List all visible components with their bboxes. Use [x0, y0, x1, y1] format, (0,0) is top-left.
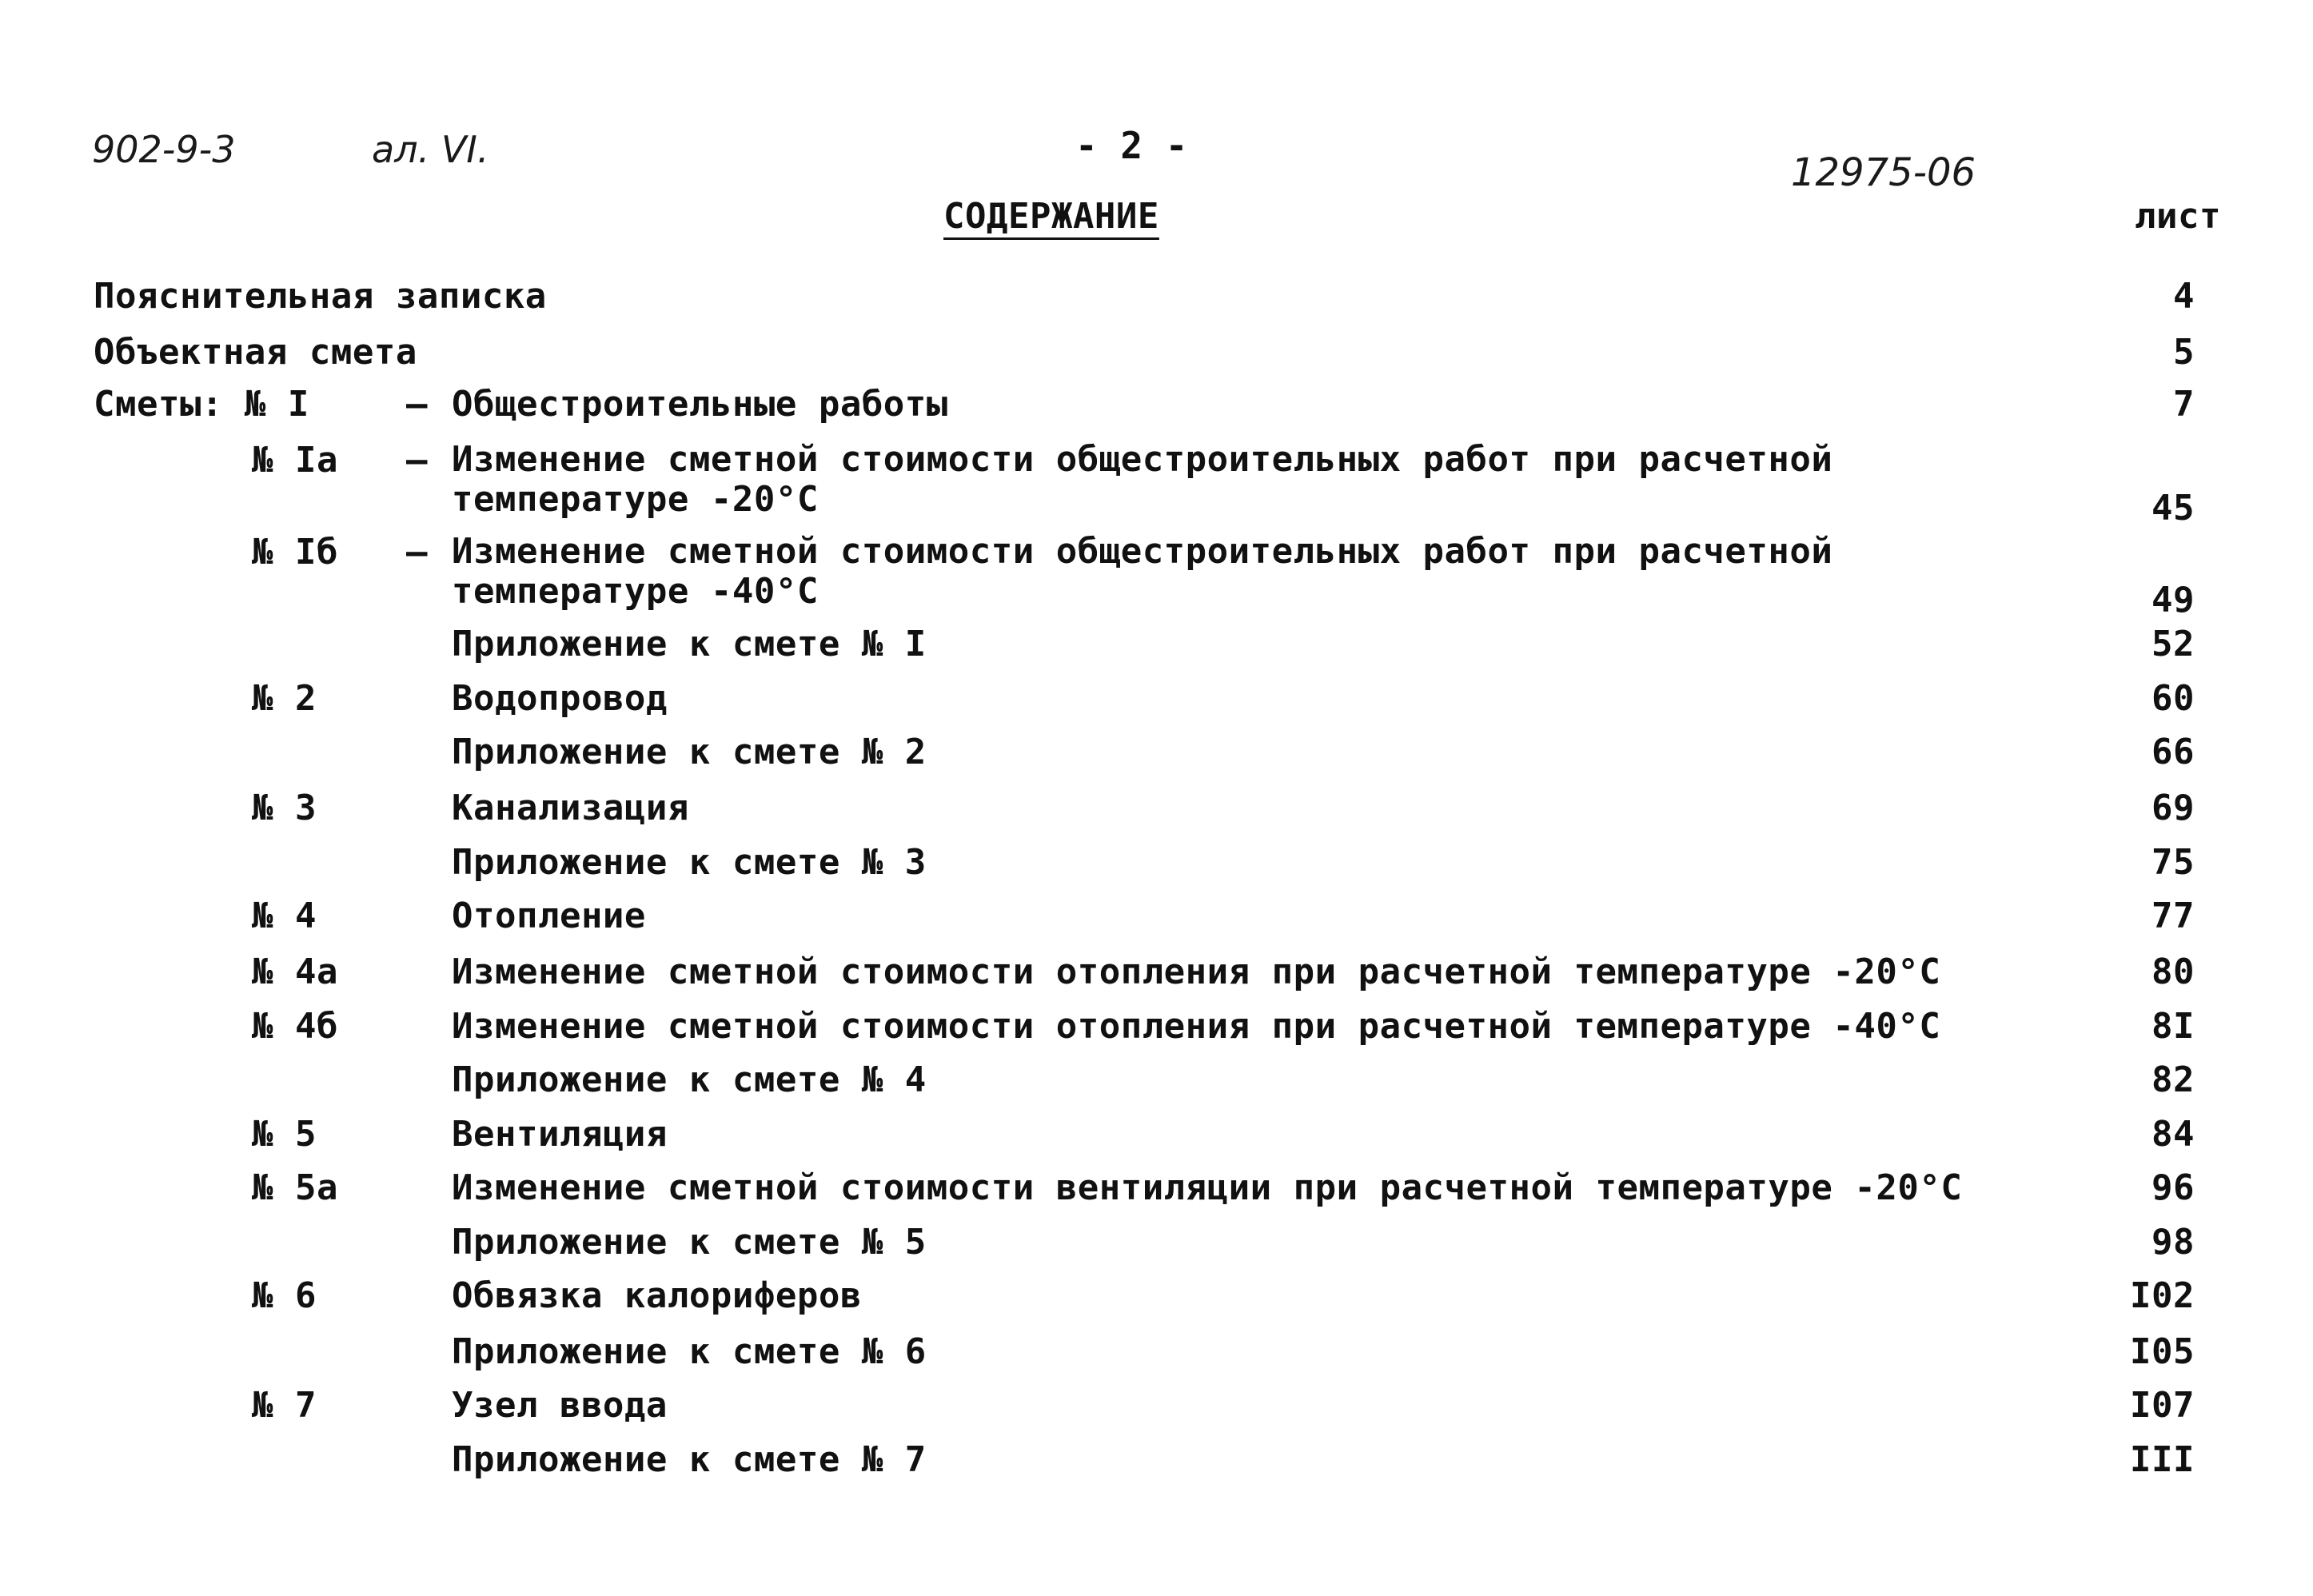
inventory-number: 12975-06 — [1791, 150, 1976, 195]
estimate-number: № 4а — [252, 952, 338, 992]
entry-title: Вентиляция — [452, 1114, 668, 1155]
sheet-number: 77 — [2151, 896, 2195, 936]
sheet-number: 45 — [2151, 488, 2195, 529]
sheet-number: 84 — [2151, 1114, 2195, 1155]
sheet-number: 60 — [2151, 678, 2195, 719]
entry-title: Общестроительные работы — [452, 384, 948, 425]
sheet-number: 52 — [2151, 624, 2195, 664]
album-number: ал. VI. — [372, 128, 489, 171]
toc-lead-text: Пояснительная записка — [94, 276, 547, 317]
toc-entry — [0, 788, 2313, 836]
entry-title: Приложение к смете № 3 — [452, 842, 927, 883]
entry-title: Приложение к смете № 5 — [452, 1222, 927, 1263]
estimate-number: № 7 — [252, 1385, 317, 1426]
sheet-number: 69 — [2151, 788, 2195, 828]
entry-title: Изменение сметной стоимости общестроительных работ при расчетной температуре -40°С — [452, 531, 1833, 612]
estimate-number: № 4б — [252, 1006, 338, 1047]
sheet-number: I07 — [2130, 1385, 2195, 1426]
estimate-number: № Iа — [252, 440, 338, 481]
toc-entry — [0, 531, 2313, 620]
sheet-number: 8I — [2151, 1006, 2195, 1047]
toc-entry — [0, 439, 2313, 529]
entry-title: Узел ввода — [452, 1385, 668, 1426]
toc-entry — [0, 276, 2313, 324]
dash: – — [406, 384, 428, 425]
toc-entry — [0, 952, 2313, 999]
estimate-number: № 3 — [252, 788, 317, 828]
sheet-number: 80 — [2151, 952, 2195, 992]
entry-title: Приложение к смете № 7 — [452, 1439, 927, 1480]
entry-title: Приложение к смете № 4 — [452, 1059, 927, 1100]
toc-lead-text: Сметы: № I — [94, 384, 309, 425]
sheet-number: 66 — [2151, 732, 2195, 772]
toc-entry — [0, 624, 2313, 672]
estimate-number: № Iб — [252, 532, 338, 573]
entry-title: Приложение к смете № 2 — [452, 732, 927, 772]
toc-entry — [0, 1275, 2313, 1323]
toc-entry — [0, 1385, 2313, 1433]
entry-title: Приложение к смете № 6 — [452, 1331, 927, 1372]
entry-title: Изменение сметной стоимости вентиляции при расчетной температуре -20°С — [452, 1167, 1963, 1208]
dash: – — [406, 440, 428, 481]
toc-entry — [0, 1006, 2313, 1054]
document-code: 902-9-3 — [92, 128, 236, 171]
dash: – — [406, 532, 428, 573]
sheet-number: I02 — [2130, 1275, 2195, 1316]
entry-title: Водопровод — [452, 678, 668, 719]
sheet-number: III — [2130, 1439, 2195, 1480]
estimate-number: № 6 — [252, 1275, 317, 1316]
entry-title: Приложение к смете № I — [452, 624, 927, 664]
entry-title: Изменение сметной стоимости отопления при расчетной температуре -40°С — [452, 1006, 1941, 1047]
toc-entry — [0, 1439, 2313, 1487]
toc-entry — [0, 1222, 2313, 1270]
toc-entry — [0, 1331, 2313, 1379]
toc-entry — [0, 732, 2313, 780]
toc-entry — [0, 1059, 2313, 1107]
estimate-number: № 4 — [252, 896, 317, 936]
toc-entry — [0, 842, 2313, 890]
entry-title: Обвязка калориферов — [452, 1275, 862, 1316]
estimate-number: № 2 — [252, 678, 317, 719]
sheet-number: 4 — [2173, 276, 2195, 317]
toc-entry — [0, 384, 2313, 432]
sheet-number: 96 — [2151, 1167, 2195, 1208]
entry-title: Отопление — [452, 896, 646, 936]
page-title: СОДЕРЖАНИЕ — [943, 196, 1159, 237]
sheet-number: 75 — [2151, 842, 2195, 883]
sheet-number: 49 — [2151, 580, 2195, 620]
page-number: - 2 - — [1075, 124, 1188, 167]
entry-title: Изменение сметной стоимости общестроительных работ при расчетной температуре -20°С — [452, 439, 1833, 520]
toc-entry — [0, 332, 2313, 380]
sheet-number: 82 — [2151, 1059, 2195, 1100]
estimate-number: № 5а — [252, 1167, 338, 1208]
sheet-number: 98 — [2151, 1222, 2195, 1263]
toc-entry — [0, 896, 2313, 944]
entry-title: Канализация — [452, 788, 689, 828]
entry-title: Изменение сметной стоимости отопления при расчетной температуре -20°С — [452, 952, 1941, 992]
sheet-number: 7 — [2173, 384, 2195, 425]
toc-entry — [0, 1167, 2313, 1215]
toc-lead-text: Объектная смета — [94, 332, 417, 373]
toc-entry — [0, 678, 2313, 726]
toc-entry — [0, 1114, 2313, 1162]
sheet-number: I05 — [2130, 1331, 2195, 1372]
estimate-number: № 5 — [252, 1114, 317, 1155]
page-column-label: лист — [2135, 196, 2221, 237]
sheet-number: 5 — [2173, 332, 2195, 373]
